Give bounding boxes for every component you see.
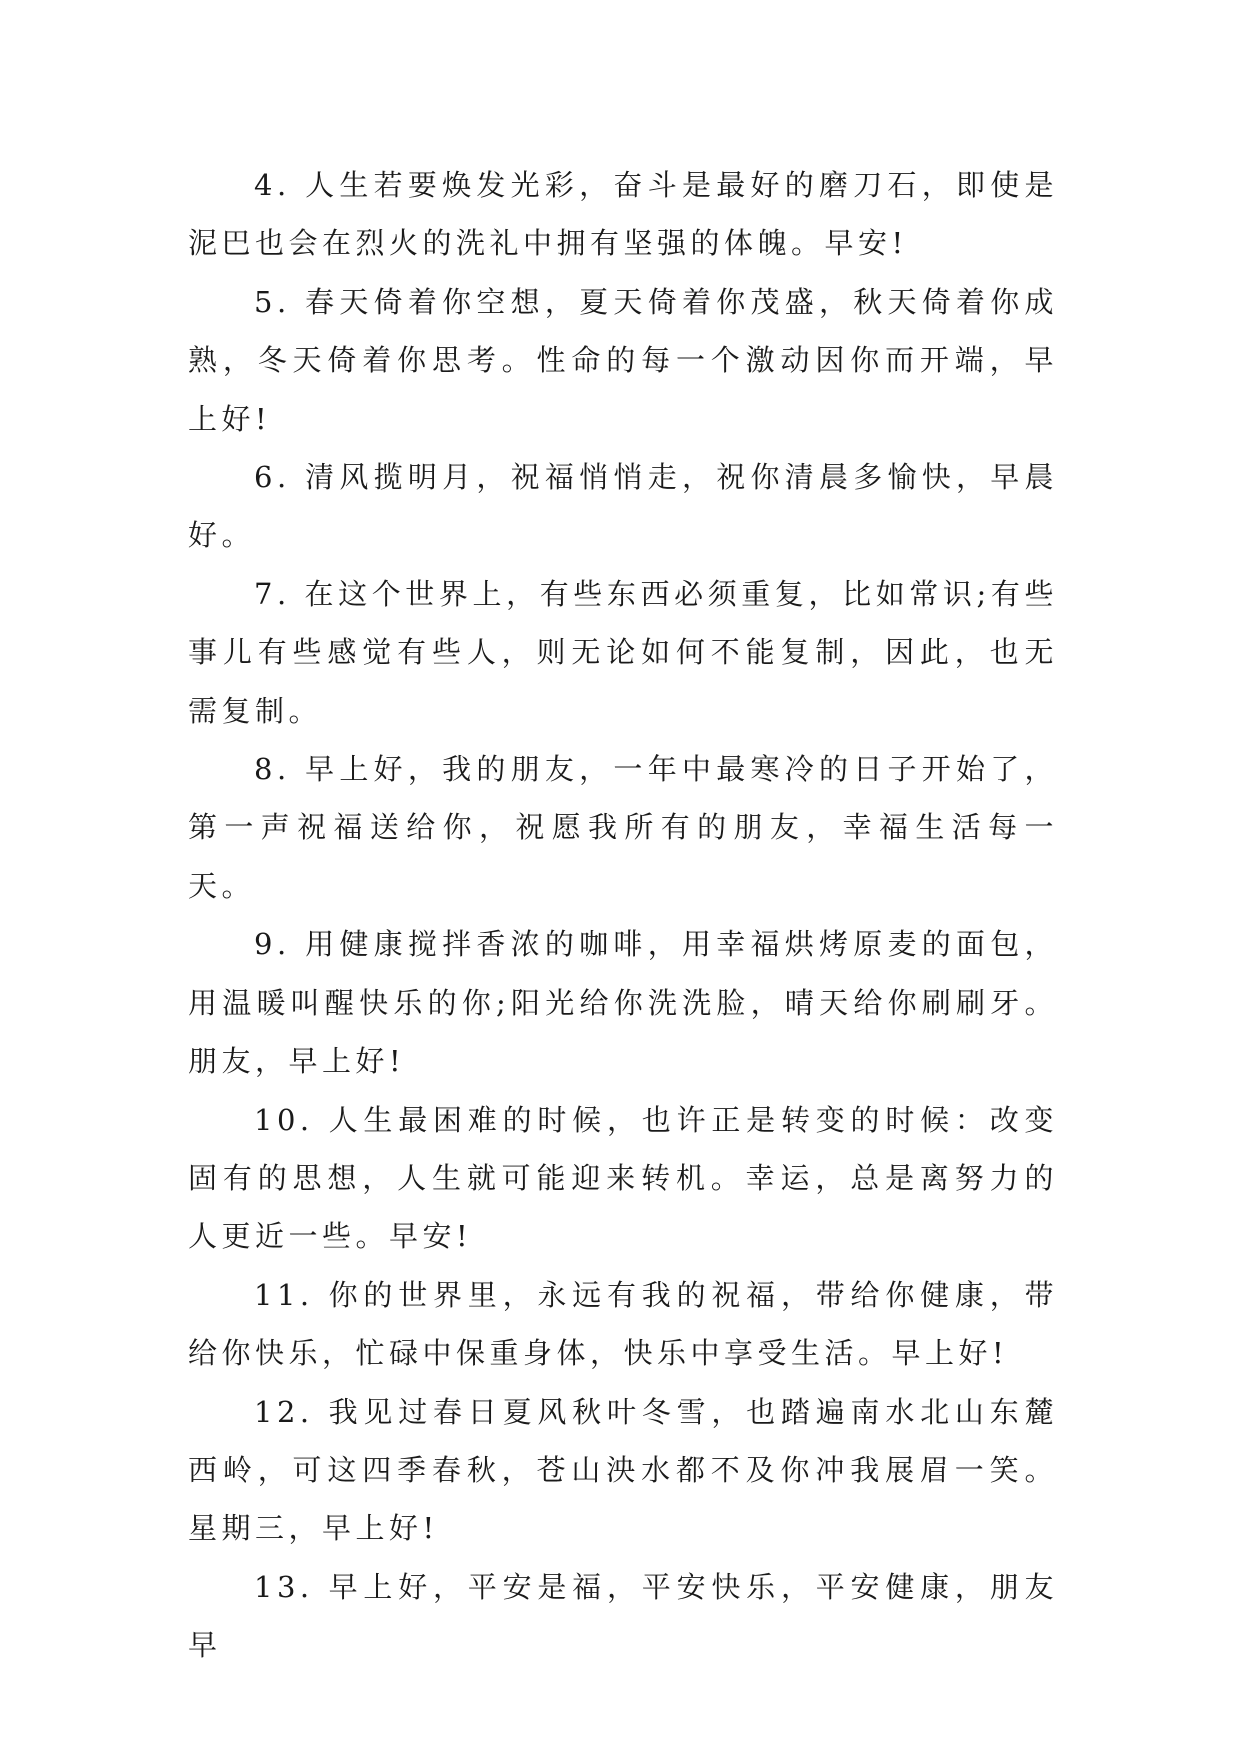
paragraph-6: 6. 清风揽明月，祝福悄悄走，祝你清晨多愉快，早晨好。: [188, 460, 1058, 553]
paragraph-13: 13. 早上好，平安是福，平安快乐，平安健康，朋友早: [188, 1569, 1058, 1663]
paragraph-10: 10. 人生最困难的时候，也许正是转变的时候：改变固有的思想，人生就可能迎来转机。幸运，总是离努力的人更近一些。早安!: [188, 1102, 1058, 1254]
paragraph-8: 8. 早上好，我的朋友，一年中最寒冷的日子开始了，第一声祝福送给你，祝愿我所有的朋友，幸福生活每一天。: [188, 752, 1058, 903]
paragraph-9: 9. 用健康搅拌香浓的咖啡，用幸福烘烤原麦的面包，用温暖叫醒快乐的你;阳光给你洗洗脸，晴天给你刷刷牙。朋友，早上好!: [188, 927, 1058, 1079]
paragraph-11: 11. 你的世界里，永远有我的祝福，带给你健康，带给你快乐，忙碌中保重身体，快乐中享受生活。早上好!: [188, 1277, 1058, 1371]
paragraph-12: 12. 我见过春日夏风秋叶冬雪，也踏遍南水北山东麓西岭，可这四季春秋，苍山泱水都不及你冲我展眉一笑。星期三，早上好!: [188, 1394, 1058, 1546]
paragraph-4: 4. 人生若要焕发光彩，奋斗是最好的磨刀石，即使是泥巴也会在烈火的洗礼中拥有坚强的体魄。早安!: [188, 168, 1058, 261]
paragraph-5: 5. 春天倚着你空想，夏天倚着你茂盛，秋天倚着你成熟，冬天倚着你思考。性命的每一个激动因你而开端，早上好!: [188, 284, 1058, 436]
document-page: [188, 156, 1058, 1675]
paragraph-7: 7. 在这个世界上，有些东西必须重复，比如常识;有些事儿有些感觉有些人，则无论如何不能复制，因此，也无需复制。: [188, 576, 1058, 728]
